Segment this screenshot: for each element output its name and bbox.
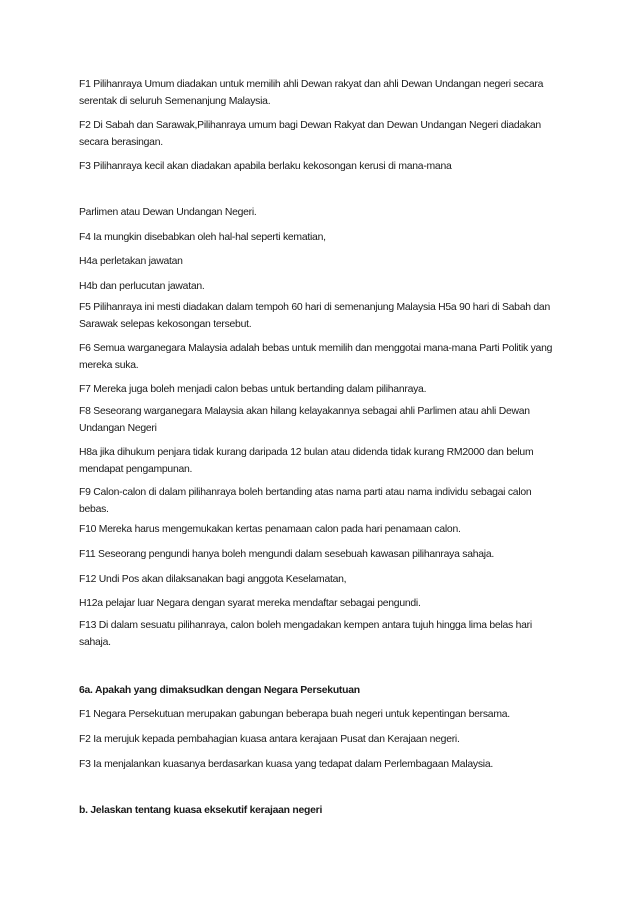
paragraph-h8a-penjara: H8a jika dihukum penjara tidak kurang daripada 12 bulan atau didenda tidak kurang RM2000 dan belum mendapat pengampunan. [79,447,534,475]
paragraph-f7-calon-bebas: F7 Mereka juga boleh menjadi calon bebas untuk bertanding dalam pilihanraya. [79,384,427,395]
paragraph-f6-parti-politik: F6 Semua warganegara Malaysia adalah bebas untuk memilih dan menggotai mana-mana Parti Politik yang mereka suka. [79,343,553,371]
heading-6a-negara-persekutuan: 6a. Apakah yang dimaksudkan dengan Negara Persekutuan [79,685,360,696]
paragraph-f8-kelayakan: F8 Seseorang warganegara Malaysia akan hilang kelayakannya sebagai ahli Parlimen atau ahli Dewan Undangan Negeri [79,406,530,434]
heading-b-kuasa-eksekutif: b. Jelaskan tentang kuasa eksekutif kerajaan negeri [79,805,323,816]
paragraph-6a-f3-perlembagaan: F3 Ia menjalankan kuasanya berdasarkan kuasa yang tedapat dalam Perlembagaan Malaysia. [79,759,494,770]
paragraph-h4a-perletakan: H4a perletakan jawatan [79,256,183,267]
paragraph-f11-pengundi: F11 Seseorang pengundi hanya boleh mengundi dalam sesebuah kawasan pilihanraya sahaja. [79,549,495,560]
paragraph-f12-undi-pos: F12 Undi Pos akan dilaksanakan bagi anggota Keselamatan, [79,574,347,585]
paragraph-f4-kematian: F4 Ia mungkin disebabkan oleh hal-hal seperti kematian, [79,232,326,243]
paragraph-f9-calon: F9 Calon-calon di dalam pilihanraya boleh bertanding atas nama parti atau nama individu sebagai calon bebas. [79,487,532,515]
paragraph-parlimen-dewan: Parlimen atau Dewan Undangan Negeri. [79,207,257,218]
paragraph-f1-pilihanraya-umum: F1 Pilihanraya Umum diadakan untuk memilih ahli Dewan rakyat dan ahli Dewan Undangan negeri secara serentak di seluruh Semenanjung Malaysia. [79,79,544,107]
paragraph-h4b-perlucutan: H4b dan perlucutan jawatan. [79,281,205,292]
paragraph-6a-f2-pembahagian: F2 Ia merujuk kepada pembahagian kuasa antara kerajaan Pusat dan Kerajaan negeri. [79,734,460,745]
paragraph-f10-kertas-penamaan: F10 Mereka harus mengemukakan kertas penamaan calon pada hari penamaan calon. [79,524,461,535]
paragraph-f3-pilihanraya-kecil: F3 Pilihanraya kecil akan diadakan apabila berlaku kekosongan kerusi di mana-mana [79,161,452,172]
paragraph-f13-kempen: F13 Di dalam sesuatu pilihanraya, calon boleh mengadakan kempen antara tujuh hingga lima belas hari sahaja. [79,620,532,648]
paragraph-f5-tempoh: F5 Pilihanraya ini mesti diadakan dalam tempoh 60 hari di semenanjung Malaysia H5a 90 hari di Sabah dan Sarawak selepas kekosongan tersebut. [79,302,550,330]
paragraph-6a-f1-gabungan: F1 Negara Persekutuan merupakan gabungan beberapa buah negeri untuk kepentingan bersama. [79,709,510,720]
paragraph-h12a-pelajar: H12a pelajar luar Negara dengan syarat mereka mendaftar sebagai pengundi. [79,598,421,609]
paragraph-f2-sabah-sarawak: F2 Di Sabah dan Sarawak,Pilihanraya umum bagi Dewan Rakyat dan Dewan Undangan Negeri diadakan secara berasingan. [79,120,541,148]
